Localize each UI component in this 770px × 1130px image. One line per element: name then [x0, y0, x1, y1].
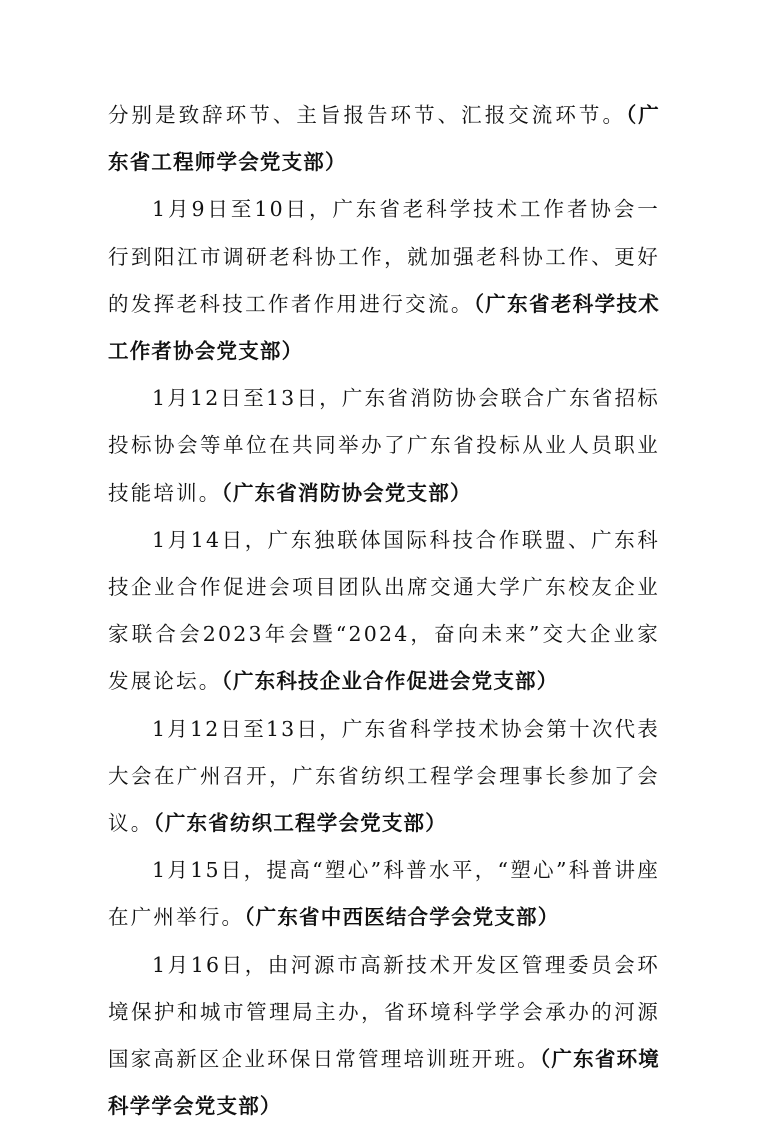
- paragraph-text: 分别是致辞环节、主旨报告环节、汇报交流环节。: [108, 103, 626, 127]
- paragraph-4: [108, 517, 660, 706]
- paragraph-text: 1月9日至10日，广东省老科学技术工作者协会一行到阳江市调研老科协工作，就加强老科协工作、更好的发挥老科技工作者作用进行交流。: [108, 197, 660, 316]
- paragraph-5: [108, 706, 660, 848]
- paragraph-3: [108, 375, 660, 517]
- paragraph-source: （广东省消防协会党支部）: [221, 480, 472, 505]
- paragraph-text: 1月12日至13日，广东省消防协会联合广东省招标投标协会等单位在共同举办了广东省投标从业人员职业技能培训。: [108, 386, 660, 505]
- paragraph-2: [108, 186, 660, 375]
- paragraph-source: （广东省老科学技术工作者协会党支部）: [108, 291, 660, 364]
- paragraph-source: （广东省工程师学会党支部）: [108, 103, 660, 175]
- paragraph-source: （广东省纺织工程学会党支部）: [153, 811, 447, 836]
- paragraph-source: （广东科技企业合作促进会党支部）: [221, 669, 559, 694]
- paragraph-source: （广东省环境科学学会党支部）: [108, 1047, 660, 1119]
- paragraph-source: （广东省中西医结合学会党支部）: [244, 905, 560, 930]
- paragraph-text: 1月12日至13日，广东省科学技术协会第十次代表大会在广州召开，广东省纺织工程学会理事长参加了会议。: [108, 716, 660, 836]
- paragraph-text: 1月14日，广东独联体国际科技合作联盟、广东科技企业合作促进会项目团队出席交通大学广东校友企业家联合会2023年会暨“2024，奋向未来”交大企业家发展论坛。: [108, 527, 660, 694]
- document-body: [108, 92, 660, 1130]
- paragraph-6: [108, 847, 660, 941]
- paragraph-7: [108, 942, 660, 1130]
- paragraph-text: 1月16日，由河源市高新技术开发区管理委员会环境保护和城市管理局主办，省环境科学学会承办的河源国家高新区企业环保日常管理培训班开班。: [108, 952, 660, 1072]
- paragraph-1: [108, 92, 660, 186]
- paragraph-text: 1月15日，提高“塑心”科普水平，“塑心”科普讲座在广州举行。: [108, 858, 660, 930]
